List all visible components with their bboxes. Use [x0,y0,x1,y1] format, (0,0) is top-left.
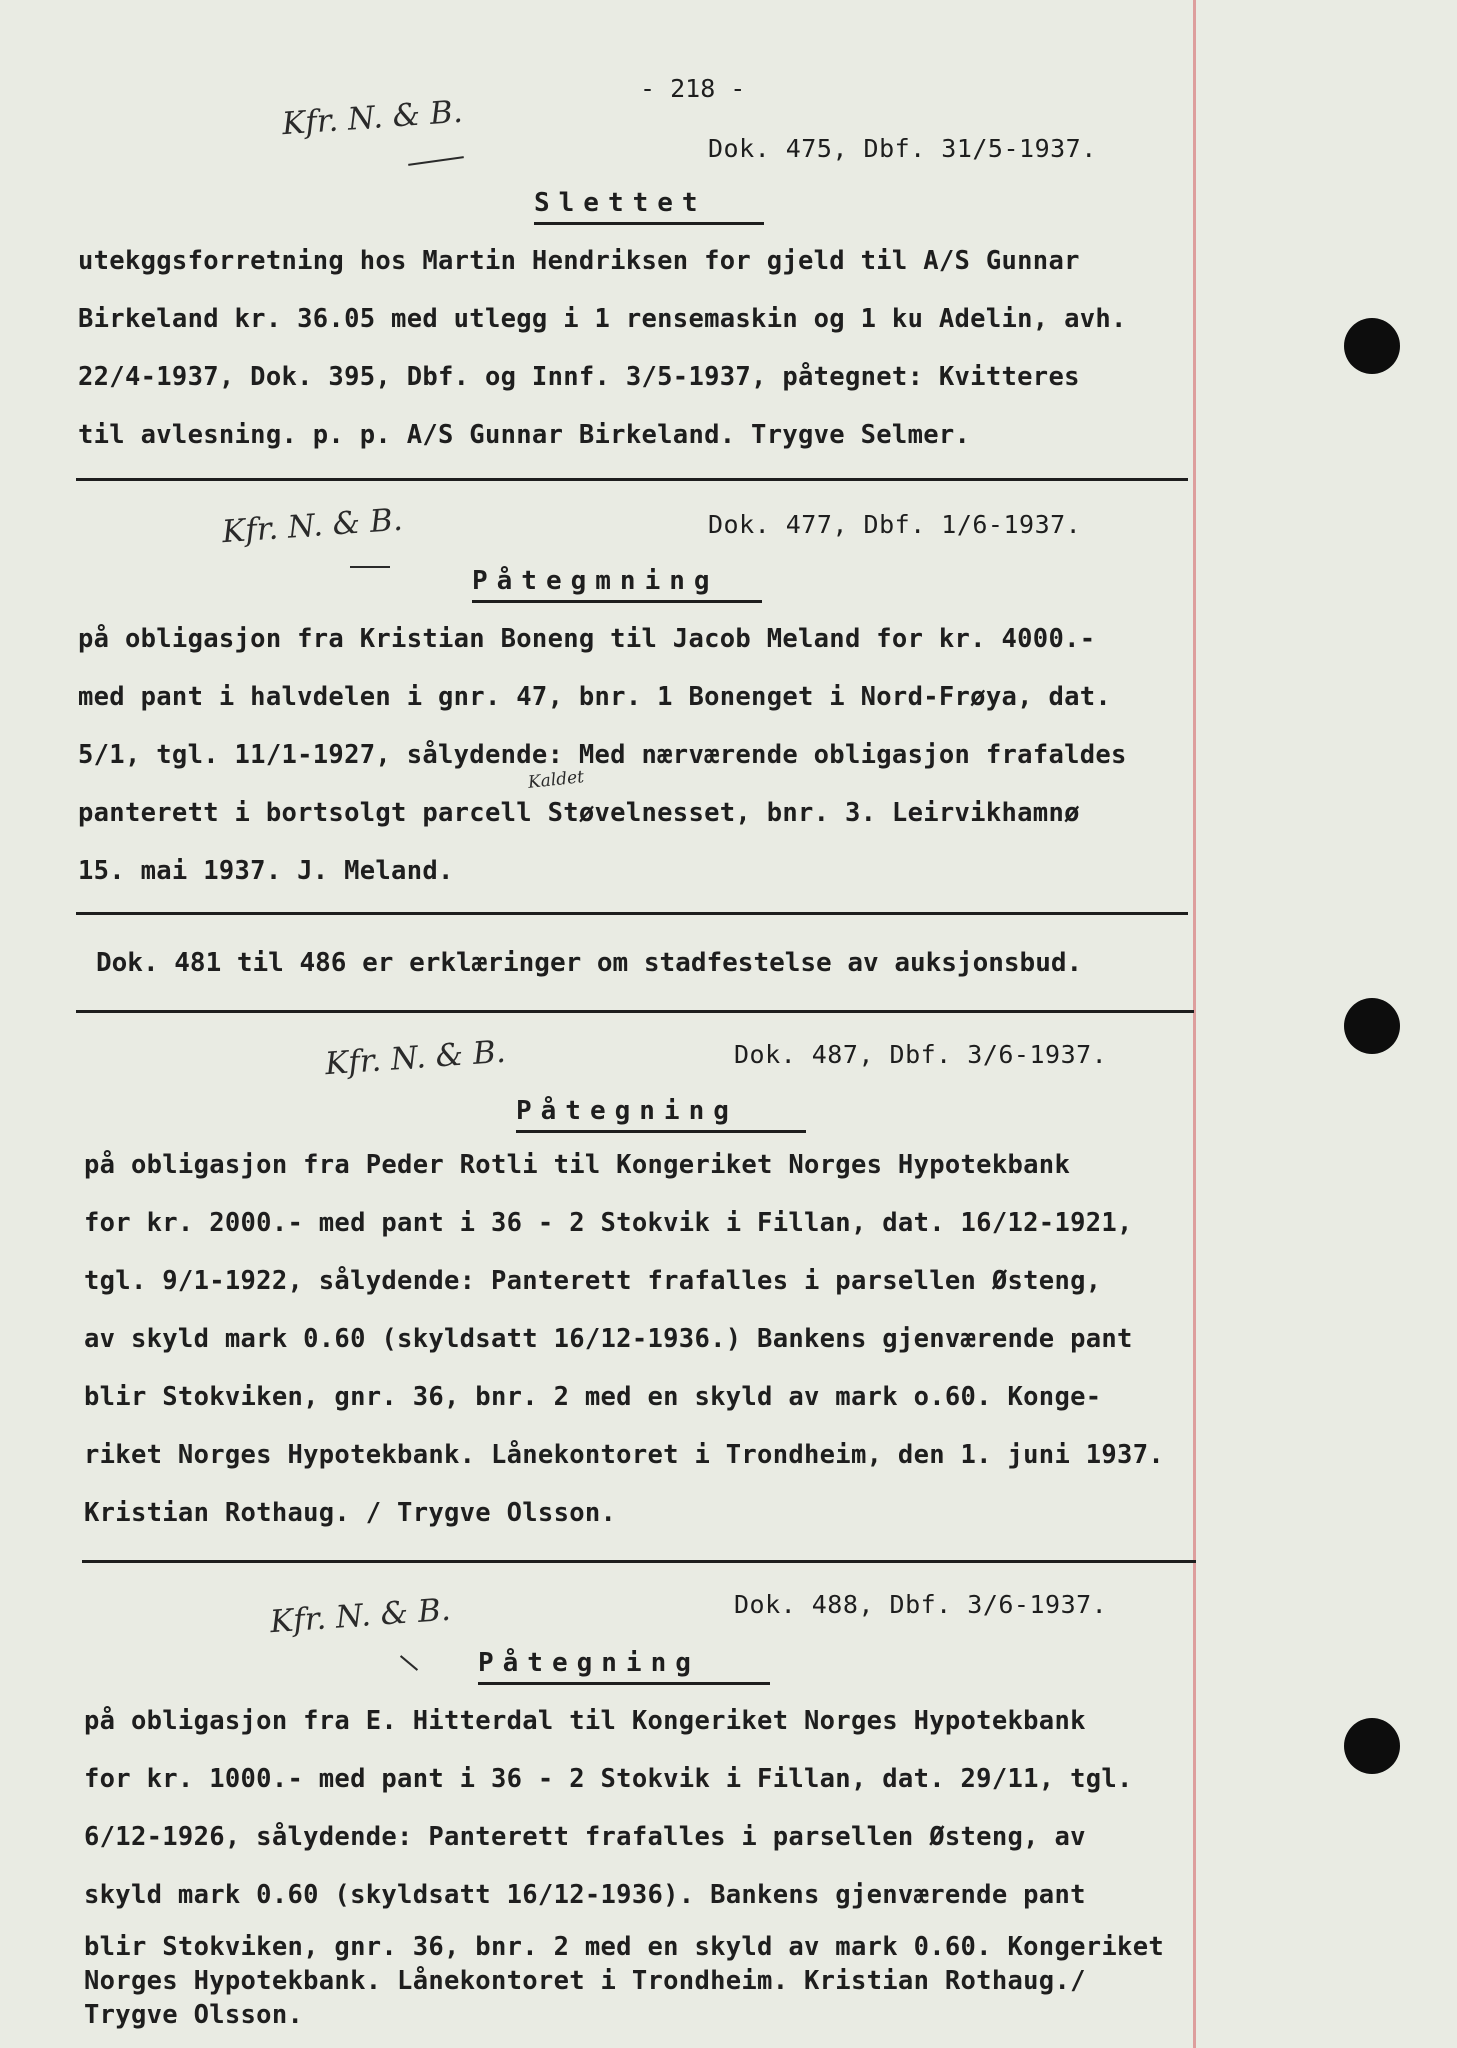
text-line: Birkeland kr. 36.05 med utlegg i 1 rensemaskin og 1 ku Adelin, avh. [78,304,1127,334]
text-line: med pant i halvdelen i gnr. 47, bnr. 1 Bonenget i Nord-Frøya, dat. [78,682,1112,712]
document-reference: Dok. 475, Dbf. 31/5-1937. [708,134,1097,163]
handwritten-annotation: Kfr. N. & B. [280,93,464,143]
text-line: panterett i bortsolgt parcell Støvelnesset, bnr. 3. Leirvikhamnø [78,798,1080,828]
handwritten-insert: Kaldet [527,767,585,793]
document-reference: Dok. 487, Dbf. 3/6-1937. [734,1040,1108,1069]
handwritten-annotation: Kfr. N. & B. [220,501,404,551]
entry-body [84,1136,1264,1542]
heading-underline [534,222,764,225]
page-number: - 218 - [640,74,746,103]
section-separator [76,912,1188,915]
entry-body-continued [84,1930,1264,2032]
punch-hole [1344,998,1400,1054]
entry-body [78,610,1258,900]
document-reference: Dok. 477, Dbf. 1/6-1937. [708,510,1082,539]
text-line: blir Stokviken, gnr. 36, bnr. 2 med en skyld av mark o.60. Konge- [84,1382,1102,1412]
punch-hole [1344,318,1400,374]
entry-heading: Påtegning [516,1096,738,1126]
text-line: 22/4-1937, Dok. 395, Dbf. og Innf. 3/5-1937, påtegnet: Kvitteres [78,362,1080,392]
text-line: riket Norges Hypotekbank. Lånekontoret i Trondheim, den 1. juni 1937. [84,1440,1165,1470]
text-line: 6/12-1926, sålydende: Panterett frafalles i parsellen Østeng, av [84,1822,1086,1852]
entry-heading: Påtegmning [472,566,719,596]
text-line: 15. mai 1937. J. Meland. [78,856,454,886]
text-line: for kr. 1000.- med pant i 36 - 2 Stokvik i Fillan, dat. 29/11, tgl. [84,1764,1133,1794]
heading-underline [472,600,762,603]
text-line: på obligasjon fra Kristian Boneng til Jacob Meland for kr. 4000.- [78,624,1096,654]
handwritten-dash [350,566,390,568]
document-reference: Dok. 488, Dbf. 3/6-1937. [734,1590,1108,1619]
entry-heading: Slettet [534,188,707,218]
text-line: av skyld mark 0.60 (skyldsatt 16/12-1936.) Bankens gjenværende pant [84,1324,1133,1354]
punch-hole [1344,1718,1400,1774]
text-line: på obligasjon fra Peder Rotli til Kongeriket Norges Hypotekbank [84,1150,1071,1180]
text-line: på obligasjon fra E. Hitterdal til Kongeriket Norges Hypotekbank [84,1706,1086,1736]
section-separator [82,1560,1196,1563]
section-separator [76,478,1188,481]
text-line: Norges Hypotekbank. Lånekontoret i Trondheim. Kristian Rothaug./ [84,1966,1086,1996]
text-line: tgl. 9/1-1922, sålydende: Panterett frafalles i parsellen Østeng, [84,1266,1102,1296]
entry-body [84,1692,1264,1924]
handwritten-dash [400,1655,418,1671]
section-separator [76,1010,1194,1013]
text-line: Trygve Olsson. [84,2000,304,2030]
handwritten-annotation: Kfr. N. & B. [268,1591,452,1641]
text-line: Kristian Rothaug. / Trygve Olsson. [84,1498,617,1528]
entry-heading: Påtegning [478,1648,700,1678]
text-line: blir Stokviken, gnr. 36, bnr. 2 med en skyld av mark 0.60. Kongeriket [84,1932,1165,1962]
text-line: for kr. 2000.- med pant i 36 - 2 Stokvik i Fillan, dat. 16/12-1921, [84,1208,1133,1238]
heading-underline [478,1682,770,1685]
text-line: utekggsforretning hos Martin Hendriksen for gjeld til A/S Gunnar [78,246,1080,276]
text-line: skyld mark 0.60 (skyldsatt 16/12-1936). Bankens gjenværende pant [84,1880,1086,1910]
entry-body [78,232,1258,464]
text-line: 5/1, tgl. 11/1-1927, sålydende: Med nærværende obligasjon frafaldes [78,740,1127,770]
auction-statement: Dok. 481 til 486 er erklæringer om stadfestelse av auksjonsbud. [96,948,1083,978]
text-line: til avlesning. p. p. A/S Gunnar Birkeland. Trygve Selmer. [78,420,971,450]
handwritten-dash [408,156,464,166]
handwritten-annotation: Kfr. N. & B. [323,1033,507,1083]
heading-underline [516,1130,806,1133]
